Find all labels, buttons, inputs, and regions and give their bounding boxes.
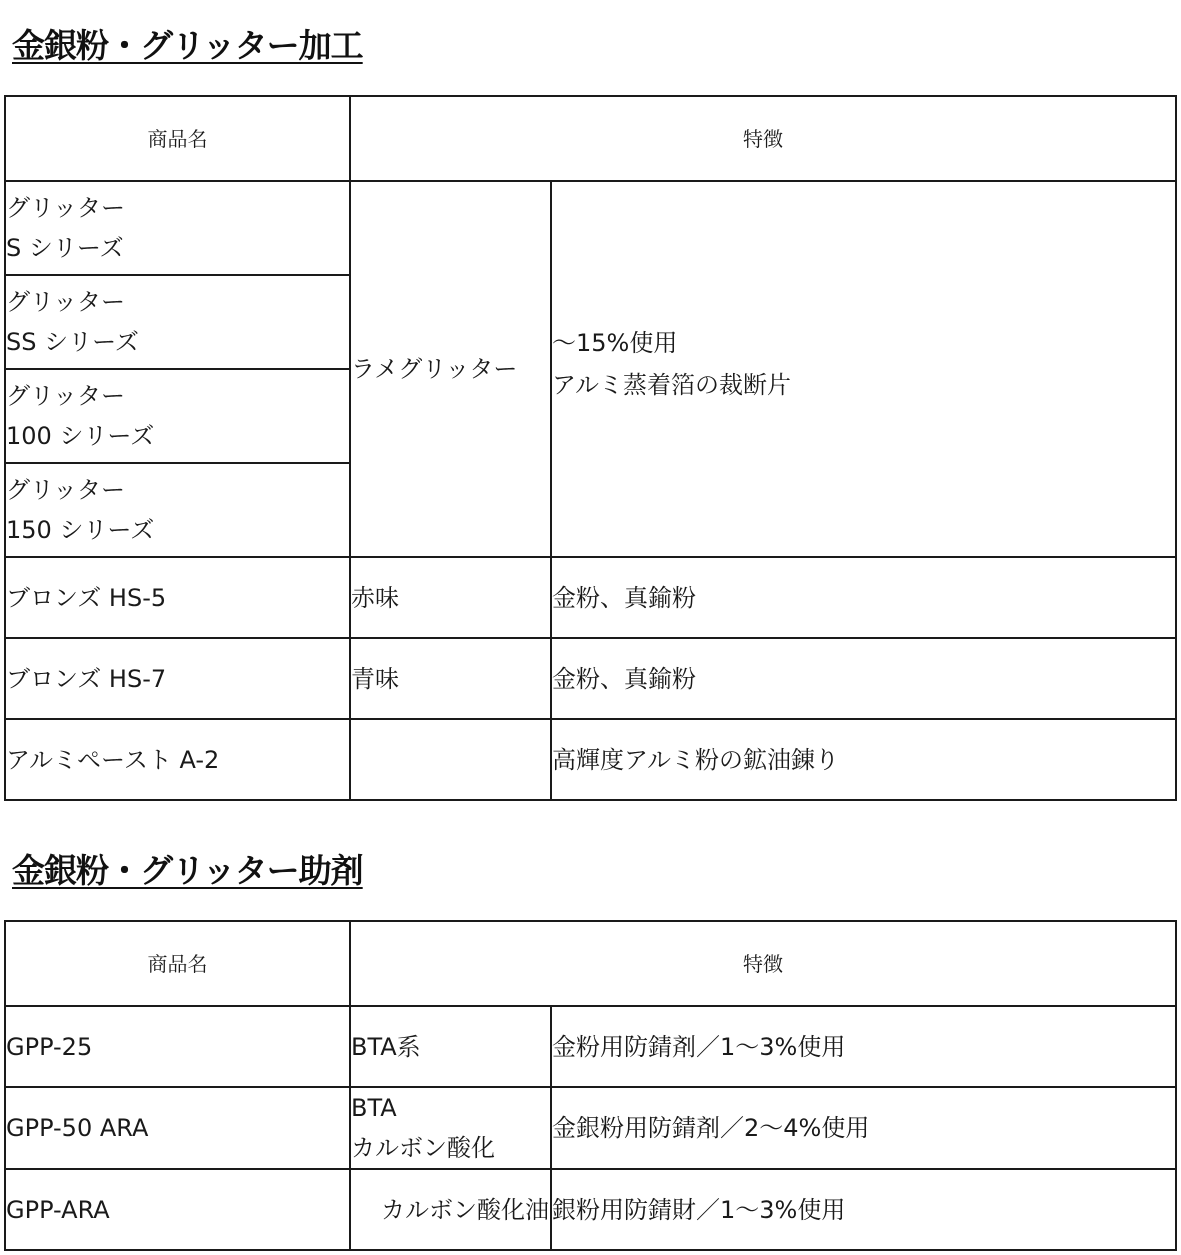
description-line1: ～15%使用 <box>552 329 678 357</box>
product-type <box>350 1169 551 1250</box>
table-row <box>5 557 1176 638</box>
product-description: 銀粉用防錆財／1～3%使用 <box>551 1169 1176 1250</box>
product-name-line2: S シリーズ <box>6 234 124 262</box>
table-header-row <box>5 921 1176 1006</box>
additives-table <box>4 920 1177 1251</box>
product-name <box>5 275 350 369</box>
product-name-line1: グリッター <box>6 194 126 222</box>
product-name: ブロンズ HS-7 <box>5 638 350 719</box>
product-name: GPP-25 <box>5 1006 350 1087</box>
product-type <box>350 1087 551 1169</box>
product-name: ブロンズ HS-5 <box>5 557 350 638</box>
product-type: ラメグリッター <box>350 181 551 557</box>
product-name: アルミペースト A-2 <box>5 719 350 800</box>
product-description <box>551 181 1176 557</box>
product-name-line2: SS シリーズ <box>6 328 139 356</box>
product-name-line1: グリッター <box>6 476 126 504</box>
product-type-line1: カルボン酸化油 <box>381 1195 549 1224</box>
product-name <box>5 181 350 275</box>
product-type-line2: カルボン酸化 <box>351 1134 495 1162</box>
product-type-line1: BTA <box>351 1094 397 1122</box>
section-title-processing: 金銀粉・グリッター加工 <box>12 26 363 65</box>
table-row <box>5 719 1176 800</box>
table-header-row <box>5 96 1176 181</box>
product-name <box>5 369 350 463</box>
header-product-name: 商品名 <box>5 921 350 1006</box>
product-name-line1: グリッター <box>6 382 126 410</box>
product-name <box>5 463 350 557</box>
header-features: 特徴 <box>350 96 1176 181</box>
product-type: 赤味 <box>350 557 551 638</box>
product-name-line2: 150 シリーズ <box>6 516 155 544</box>
table-row <box>5 1169 1176 1250</box>
section-title-additives: 金銀粉・グリッター助剤 <box>12 851 363 890</box>
header-product-name: 商品名 <box>5 96 350 181</box>
product-name-line2: 100 シリーズ <box>6 422 155 450</box>
product-description: 高輝度アルミ粉の鉱油錬り <box>551 719 1176 800</box>
product-name: GPP-50 ARA <box>5 1087 350 1169</box>
product-type <box>350 719 551 800</box>
product-type: 青味 <box>350 638 551 719</box>
product-type-line1: BTA系 <box>351 1032 421 1061</box>
product-description: 金粉、真鍮粉 <box>551 638 1176 719</box>
product-description: 金粉用防錆剤／1～3%使用 <box>551 1006 1176 1087</box>
product-name-line1: グリッター <box>6 288 126 316</box>
product-description: 金銀粉用防錆剤／2～4%使用 <box>551 1087 1176 1169</box>
table-row <box>5 1087 1176 1169</box>
description-line2: アルミ蒸着箔の裁断片 <box>552 371 792 399</box>
table-row <box>5 181 1176 275</box>
table-row <box>5 1006 1176 1087</box>
product-description: 金粉、真鍮粉 <box>551 557 1176 638</box>
product-name: GPP-ARA <box>5 1169 350 1250</box>
table-row <box>5 638 1176 719</box>
product-type <box>350 1006 551 1087</box>
processing-table <box>4 95 1177 801</box>
header-features: 特徴 <box>350 921 1176 1006</box>
